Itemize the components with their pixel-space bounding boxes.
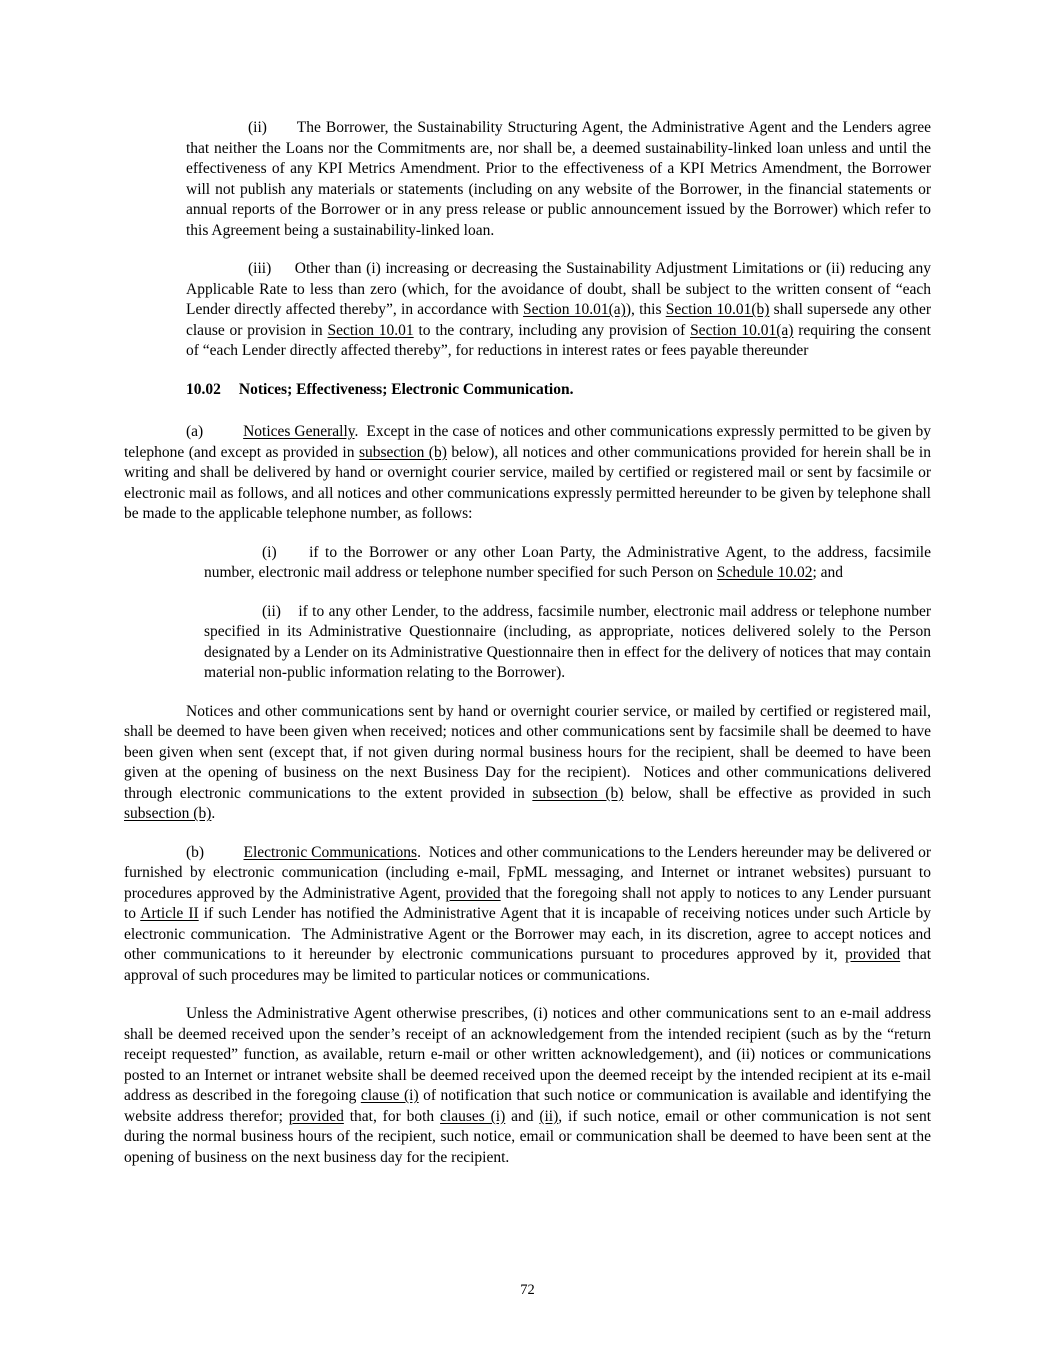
underlined-text-segment: Article II [140, 905, 199, 922]
text-segment: Unless the Administrative Agent otherwise prescribes, (i) notices and other communications sent to an e-mail address shall be deemed received upon the sender’s receipt of an acknowledgement from the intended recipient (such as by the “return receipt requested” function, as available, return e-mail or other written acknowledgement), and (ii) notices or communications posted to an Internet or intranet website shall be deemed received upon the deemed receipt by the intended recipient at its e-mail address as described in the foregoing [124, 1005, 931, 1104]
text-segment: that, for both [343, 1107, 441, 1125]
text-segment: . Except in the case of notices and other communications expressly permitted to be given by telephone (and except as provided in [124, 423, 931, 461]
text-segment: . [211, 805, 216, 822]
underlined-text-segment: Schedule 10.02 [716, 564, 813, 581]
text-segment: below, shall be effective as provided in such [623, 784, 931, 802]
section-number: 10.02 [186, 380, 221, 398]
text-segment: if such Lender has notified the Administrative Agent that it is incapable of receiving notices under such Article by electronic communication. The Administrative Agent or the Borrower may each, in its discretion, agree to accept notices and other communications to it hereunder by electronic communications pursuant to procedures approved by it, [124, 905, 931, 963]
underlined-text-segment: Section 10.01(a) [690, 321, 794, 339]
text-segment: and [505, 1107, 540, 1125]
underlined-text-segment: subsection (b) [358, 443, 447, 461]
text-segment: that approval of such procedures may be limited to particular notices or communications. [124, 946, 932, 984]
text-segment: (iii) Other than (i) increasing or decreasing the Sustainability Adjustment Limitations or (ii) reducing any Applicable Rate to less than zero (which, for the avoidance of doubt, shall be subject to the written consent of “each Lender directly affected thereby”, in accordance with [186, 260, 931, 318]
paragraph-clause-ii [186, 118, 931, 241]
paragraph-b-electronic-communications [124, 843, 931, 987]
text-segment: below), all notices and other communications provided for herein shall be in writing and shall be delivered by hand or overnight courier service, mailed by certified or registered mail or sent by facsimile or electronic mail as follows, and all notices and other communications expressly permitted hereunder to be given by telephone shall be made to the applicable telephone number, as follows: [124, 443, 931, 522]
paragraph-notices-deemed-given [124, 702, 931, 825]
underlined-text-segment: provided [288, 1107, 344, 1125]
text-segment: , if such notice, email or other communication is not sent during the normal business hours of the recipient, such notice, email or communication shall be deemed to have been sent at the opening of business on the next business day for the recipient. [124, 1107, 931, 1166]
text-segment: requiring the consent of “each Lender directly affected thereby”, for reductions in interest rates or fees payable thereunder [186, 321, 931, 359]
text-segment: Notices and other communications sent by hand or overnight courier service, or mailed by certified or registered mail, shall be deemed to have been given when received; notices and other communications sent by facsimile shall be deemed to have been given when sent (except that, if not given during normal business hours for the recipient, shall be deemed to have been given at the opening of business on the next Business Day for the recipient). Notices and other communications delivered through electronic communications to the extent provided in [124, 702, 931, 802]
underlined-text-segment: (ii) [539, 1107, 559, 1125]
underlined-text-segment: clauses (i) [440, 1107, 506, 1125]
text-segment: . Notices and other communications to the Lenders hereunder may be delivered or furnished by electronic communication (including e-mail, FpML messaging, and Internet or intranet websites) pursuant to procedures approved by the Administrative Agent, [124, 843, 931, 902]
text-segment: to the contrary, including any provision of [413, 321, 691, 339]
text-segment: of notification that such notice or communication is available and identifying the website address therefor; [124, 1087, 931, 1125]
underlined-text-segment: provided [845, 946, 901, 963]
paragraph-a-sub-ii [204, 602, 931, 684]
underlined-text-segment: provided [445, 884, 501, 902]
underlined-text-segment: Section 10.01(a) [523, 301, 626, 318]
underlined-text-segment: subsection (b) [124, 805, 212, 822]
text-segment: that the foregoing shall not apply to notices to any Lender pursuant to [124, 884, 931, 922]
page-number: 72 [520, 1282, 535, 1298]
text-segment: (ii) The Borrower, the Sustainability Structuring Agent, the Administrative Agent and the Lenders agree that neither the Loans nor the Commitments are, nor shall be, a deemed sustainability-linked loan unless and until the effectiveness of any KPI Metrics Amendment. Prior to the effectiveness of a KPI Metrics Amendment, the Borrower will not publish any materials or statements (including on any website of the Borrower, in the financial statements or annual reports of the Borrower or in any press release or public announcement issued by the Borrower) which refer to this Agreement being a sustainability-linked loan. [186, 119, 931, 239]
section-heading-10-02 [124, 380, 931, 401]
text-segment: ), this [625, 301, 666, 318]
paragraph-a-notices-generally [124, 422, 931, 525]
paragraph-clause-iii [186, 259, 931, 362]
underlined-text-segment: clause (i) [360, 1087, 419, 1104]
text-segment: shall supersede any other clause or provision in [186, 301, 931, 339]
text-segment: ; and [812, 564, 844, 581]
underlined-text-segment: Section 10.01(b) [665, 301, 770, 318]
paragraph-unless-agent-prescribes [124, 1004, 931, 1168]
underlined-text-segment: Electronic Communications [243, 843, 418, 861]
underlined-text-segment: subsection (b) [532, 784, 624, 802]
section-title: Notices; Effectiveness; Electronic Communication. [238, 380, 574, 398]
paragraph-a-sub-i [204, 543, 931, 584]
text-segment: (ii) if to any other Lender, to the address, facsimile number, electronic mail address or telephone number specified in its Administrative Questionnaire (including, as appropriate, notices delivered solely to the Person designated by a Lender on its Administrative Questionnaire then in effect for the delivery of notices that may contain material non-public information relating to the Borrower). [204, 602, 931, 681]
text-segment: (i) if to the Borrower or any other Loan Party, the Administrative Agent, to the address, facsimile number, electronic mail address or telephone number specified for such Person on [204, 543, 931, 581]
underlined-text-segment: Notices Generally [243, 423, 355, 440]
text-segment: (a) [186, 423, 244, 440]
text-segment: (b) [186, 843, 244, 861]
underlined-text-segment: Section 10.01 [327, 321, 414, 339]
